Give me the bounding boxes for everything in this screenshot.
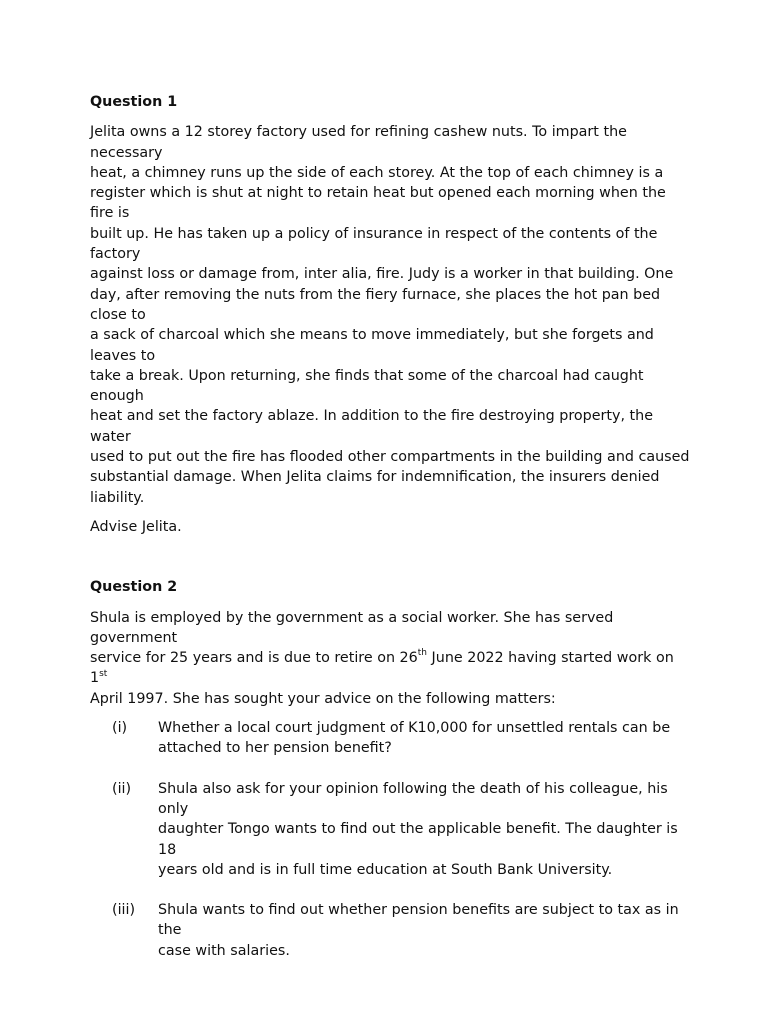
list-item	[90, 779, 690, 880]
q2-intro-line: June 2022 having started work on 1	[90, 650, 674, 687]
question-2-list	[90, 718, 690, 961]
question-2-intro	[90, 608, 690, 709]
q1-line: against loss or damage from, inter alia, fire. Judy is a worker in that building. One	[90, 266, 674, 283]
q1-line: heat and set the factory ablaze. In addition to the fire destroying property, the water	[90, 408, 654, 445]
document-page	[90, 92, 690, 981]
list-item-number: (iii)	[112, 902, 136, 919]
ordinal-suffix: st	[99, 668, 108, 679]
ordinal-suffix: th	[417, 648, 427, 659]
list-item	[90, 718, 690, 759]
q1-line: Jelita owns a 12 storey factory used for refining cashew nuts. To impart the necessary	[90, 124, 627, 161]
list-item-line: attached to her pension benefit?	[158, 740, 392, 757]
list-item-line: years old and is in full time education at South Bank University.	[158, 861, 613, 878]
q1-line: heat, a chimney runs up the side of each storey. At the top of each chimney is a	[90, 164, 664, 181]
q1-line: used to put out the fire has flooded other compartments in the building and caused	[90, 449, 690, 466]
question-1-heading: Question 1	[90, 94, 178, 110]
list-item	[90, 900, 690, 961]
list-item-line: daughter Tongo wants to find out the applicable benefit. The daughter is 18	[158, 821, 678, 858]
q1-line: substantial damage. When Jelita claims for indemnification, the insurers denied liability.	[90, 469, 660, 506]
q2-intro-line: April 1997. She has sought your advice on the following matters:	[90, 690, 556, 707]
list-item-text	[158, 718, 690, 759]
q1-line: a sack of charcoal which she means to move immediately, but she forgets and leaves to	[90, 327, 654, 364]
q2-intro-line: service for 25 years and is due to retire on 26	[90, 650, 418, 667]
list-item-number: (ii)	[112, 780, 132, 797]
list-item-line: Whether a local court judgment of K10,000 for unsettled rentals can be	[158, 720, 671, 737]
q1-line: built up. He has taken up a policy of insurance in respect of the contents of the factory	[90, 225, 658, 263]
list-item-line: case with salaries.	[158, 942, 290, 959]
question-2-heading: Question 2	[90, 579, 178, 596]
list-item-line: Shula also ask for your opinion following the death of his colleague, his only	[158, 780, 668, 817]
q1-line: day, after removing the nuts from the fiery furnace, she places the hot pan bed close to	[90, 286, 661, 323]
q1-line: take a break. Upon returning, she finds that some of the charcoal had caught enough	[90, 367, 644, 405]
list-item-number: (i)	[112, 720, 128, 737]
question-1-body	[90, 122, 690, 508]
question-1-instruction: Advise Jelita.	[90, 518, 182, 535]
q2-intro-line: Shula is employed by the government as a social worker. She has served government	[90, 609, 614, 646]
q1-line: register which is shut at night to retain heat but opened each morning when the fire is	[90, 185, 666, 222]
list-item-line: Shula wants to find out whether pension benefits are subject to tax as in the	[158, 902, 679, 939]
list-item-text	[158, 779, 690, 880]
list-item-text	[158, 900, 690, 961]
